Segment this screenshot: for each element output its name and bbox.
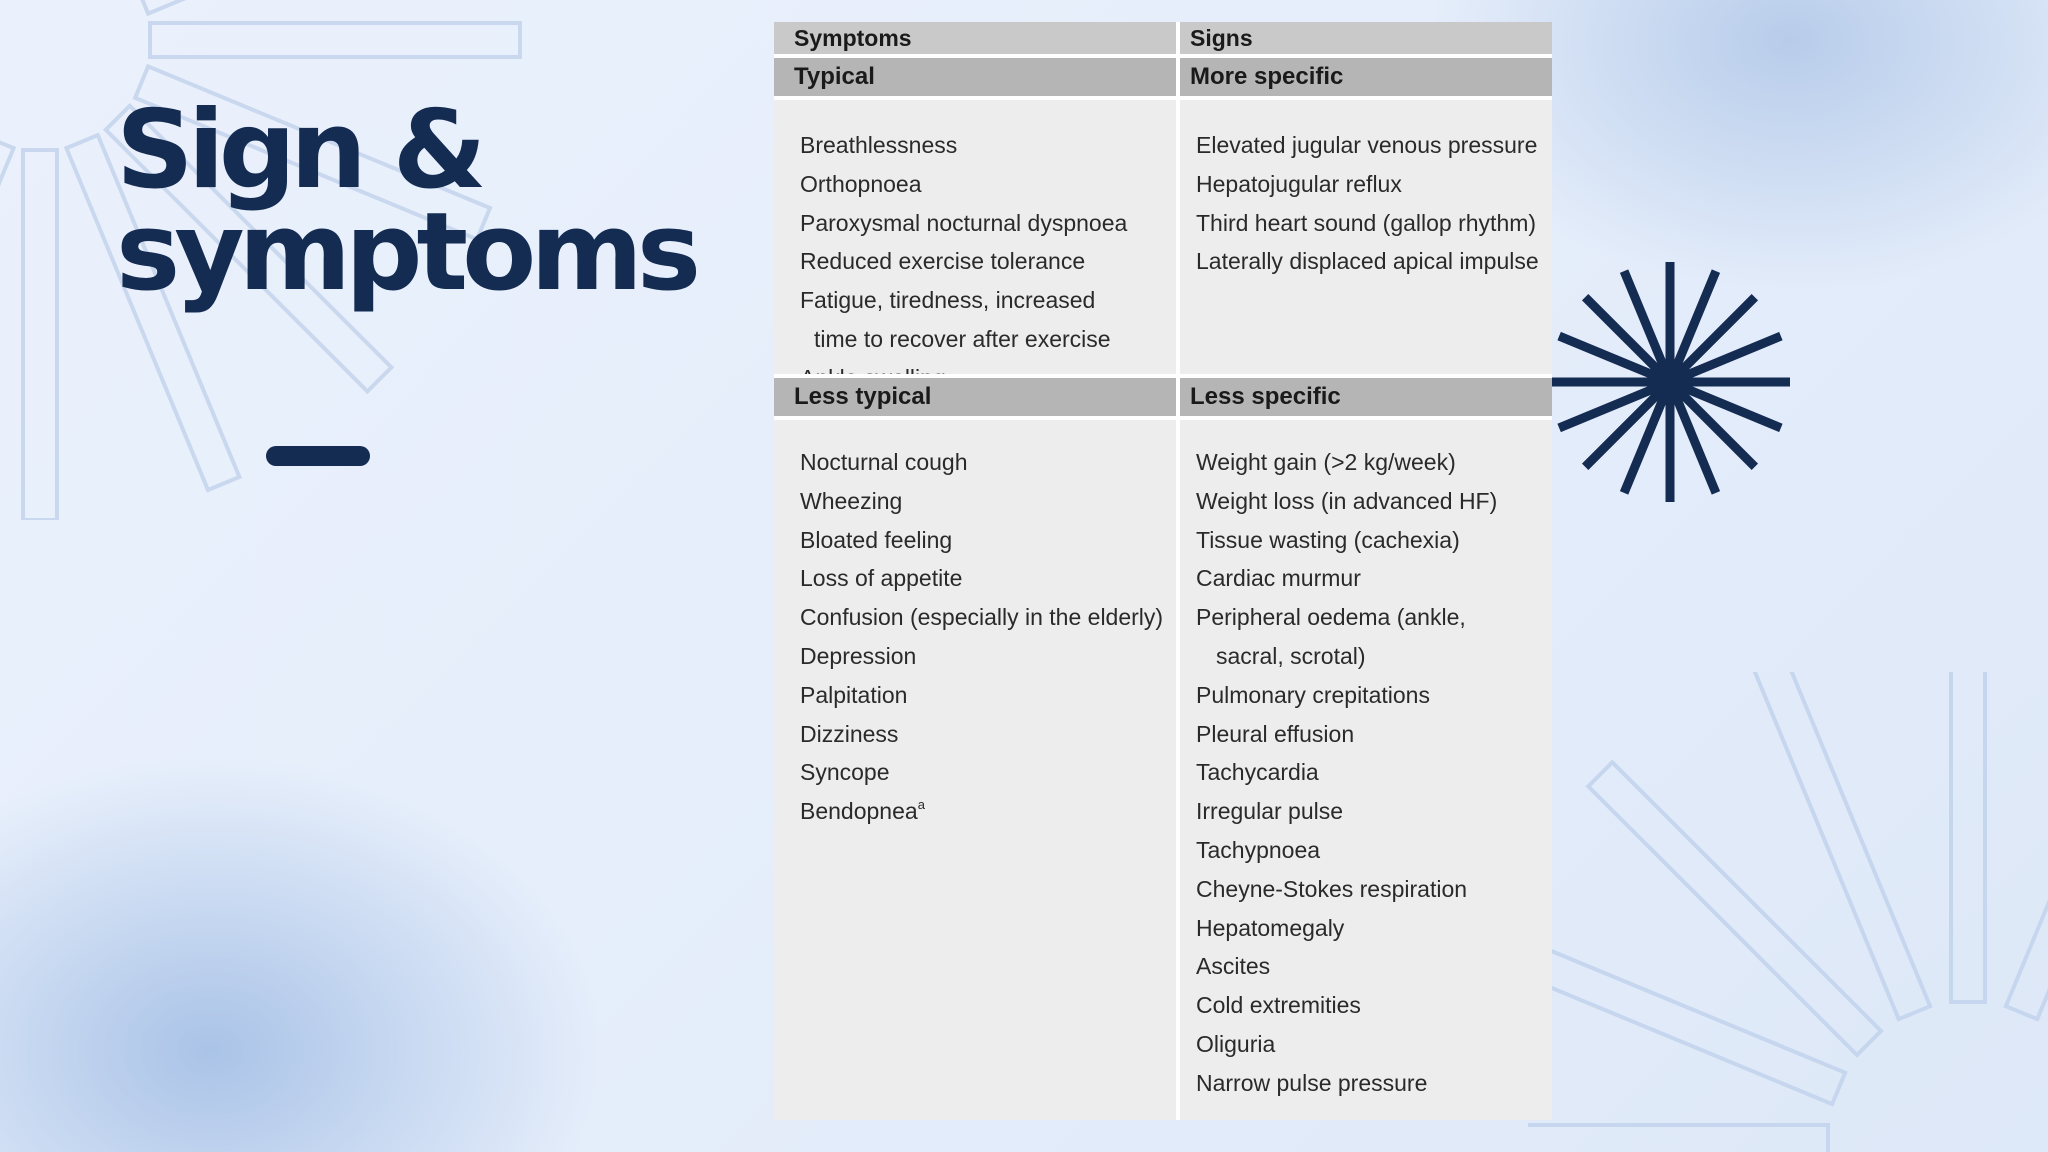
- bendopnea-text: Bendopnea: [800, 798, 918, 825]
- starburst-ray: [1528, 1125, 1828, 1152]
- list-item: Loss of appetite: [800, 565, 963, 592]
- list-item: Narrow pulse pressure: [1196, 1069, 1428, 1096]
- starburst-outline-bottom-right-icon: [1528, 672, 2048, 1152]
- starburst-ray: [23, 150, 57, 520]
- signs-column: [1180, 22, 1552, 1120]
- starburst-ray: [1528, 927, 1845, 1104]
- list-item: Breathlessness: [800, 132, 958, 158]
- symptoms-column: [774, 22, 1176, 1120]
- list-item: Peripheral oedema (ankle,: [1196, 604, 1466, 631]
- list-item: sacral, scrotal): [1216, 642, 1366, 669]
- list-item: [774, 792, 1176, 831]
- list-item: Hepatomegaly: [1196, 914, 1345, 941]
- list-item: Depression: [800, 642, 917, 669]
- list-item: time to recover after exercise: [814, 325, 1111, 352]
- list-item: Third heart sound (gallop rhythm): [1196, 209, 1537, 236]
- list-item: Fatigue, tiredness, increased: [800, 287, 1096, 314]
- footnote-mark: a: [917, 797, 925, 813]
- list-item: Cold extremities: [1196, 992, 1361, 1019]
- list-item: Elevated jugular venous pressure: [1196, 132, 1538, 158]
- list-item: Orthopnoea: [800, 170, 922, 197]
- list-item: Reduced exercise tolerance: [800, 248, 1086, 275]
- title-accent-bar: [266, 446, 370, 466]
- list-item: Palpitation: [800, 681, 908, 708]
- symptoms-header: Symptoms: [774, 22, 1176, 54]
- list-item: Cardiac murmur: [1196, 565, 1361, 592]
- more-specific-signs-list: [1180, 126, 1552, 281]
- list-item: Laterally displaced apical impulse: [1196, 248, 1539, 275]
- starburst-ray: [150, 23, 520, 57]
- list-item: Dizziness: [800, 720, 899, 747]
- more-specific-subheader: More specific: [1180, 58, 1552, 96]
- list-item: Ascites: [1196, 953, 1271, 980]
- slide-title: [116, 88, 696, 315]
- typical-symptoms-list: [774, 126, 1176, 398]
- less-typical-symptoms-list: [774, 443, 1176, 831]
- list-item: Wheezing: [800, 487, 903, 514]
- list-item: Pleural effusion: [1196, 720, 1355, 747]
- starburst-ray: [1951, 672, 1985, 1002]
- title-line-2: symptoms: [116, 190, 696, 315]
- row-separator: [1180, 416, 1552, 420]
- starburst-ray: [1753, 672, 1930, 1019]
- row-separator: [1180, 96, 1552, 100]
- typical-subheader: Typical: [774, 58, 1176, 96]
- list-item: Hepatojugular reflux: [1196, 170, 1402, 197]
- row-separator: [774, 416, 1176, 420]
- less-specific-signs-list: [1180, 443, 1552, 1103]
- list-item: Irregular pulse: [1196, 798, 1344, 825]
- list-item: Weight gain (>2 kg/week): [1196, 449, 1456, 475]
- starburst-icon: [1540, 252, 1800, 512]
- list-item: Tachycardia: [1196, 759, 1319, 786]
- less-typical-subheader: Less typical: [774, 378, 1176, 416]
- starburst-ray: [135, 0, 490, 14]
- list-item: Paroxysmal nocturnal dyspnoea: [800, 209, 1128, 236]
- list-item: Bloated feeling: [800, 526, 953, 553]
- title-line-1: Sign &: [116, 88, 481, 213]
- signs-symptoms-table: [774, 22, 1552, 1120]
- less-specific-subheader: Less specific: [1180, 378, 1552, 416]
- signs-header: Signs: [1180, 22, 1552, 54]
- list-item: Cheyne-Stokes respiration: [1196, 875, 1468, 902]
- list-item: Confusion (especially in the elderly): [800, 604, 1164, 631]
- list-item: Oliguria: [1196, 1030, 1276, 1057]
- starburst-ray: [2006, 672, 2048, 1019]
- list-item: Nocturnal cough: [800, 449, 968, 475]
- list-item: Syncope: [800, 759, 890, 786]
- list-item: Weight loss (in advanced HF): [1196, 487, 1498, 514]
- list-item: Pulmonary crepitations: [1196, 681, 1430, 708]
- row-separator: [774, 96, 1176, 100]
- list-item: Tissue wasting (cachexia): [1196, 526, 1460, 553]
- starburst-ray: [0, 135, 14, 490]
- list-item: Tachypnoea: [1196, 836, 1321, 863]
- starburst-ray: [1588, 762, 1881, 1055]
